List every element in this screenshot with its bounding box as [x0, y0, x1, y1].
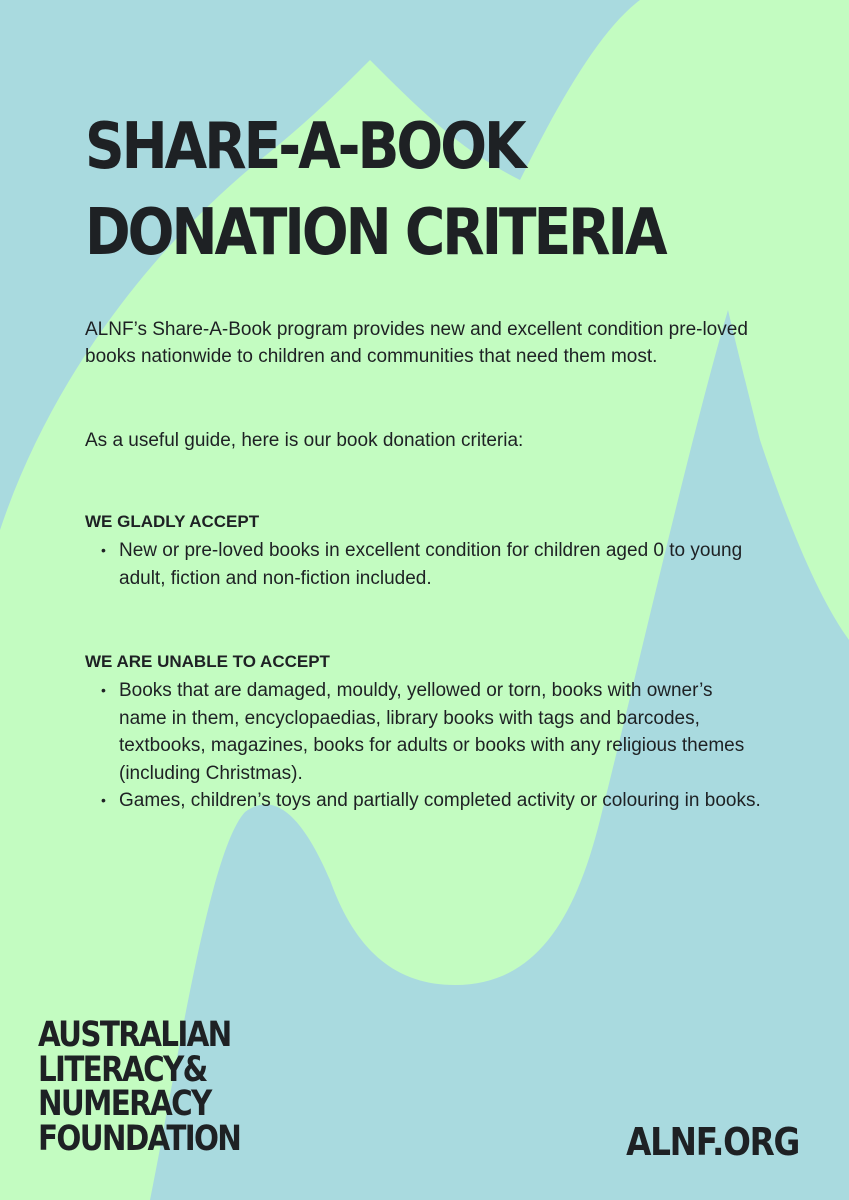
list-item-text: Games, children’s toys and partially completed activity or colouring in books. [119, 790, 761, 811]
accept-heading: WE GLADLY ACCEPT [85, 512, 260, 531]
bullet-icon: • [101, 682, 106, 698]
list-item [85, 787, 765, 815]
logo-line-2: LITERACY& [38, 1049, 207, 1090]
list-item-text: New or pre-loved books in excellent condition for children aged 0 to young adult, fiction and non-fiction included. [119, 540, 743, 589]
guide-paragraph: As a useful guide, here is our book donation criteria: [85, 430, 524, 451]
reject-heading: WE ARE UNABLE TO ACCEPT [85, 652, 330, 671]
reject-list [85, 677, 765, 815]
logo-line-3: NUMERACY [38, 1084, 211, 1124]
list-item [85, 537, 765, 592]
bullet-icon: • [101, 792, 106, 808]
alnf-logo [38, 1015, 241, 1159]
logo-line-1: AUSTRALIAN [38, 1015, 231, 1055]
bullet-icon: • [101, 542, 106, 558]
title-line-1: SHARE-A-BOOK [85, 110, 524, 184]
logo-line-4: FOUNDATION [38, 1118, 241, 1159]
list-item-text: Books that are damaged, mouldy, yellowed or torn, books with owner’s name in them, encyclopaedias, library books with tags and barcodes, textbooks, magazines, books for adults or books with any religious themes (including Christmas). [119, 680, 745, 784]
list-item [85, 677, 765, 787]
intro-paragraph: ALNF’s Share-A-Book program provides new and excellent condition pre-loved books nationwide to children and communities that need them most. [85, 319, 748, 367]
page-title [85, 104, 665, 276]
accept-list [85, 537, 765, 592]
website-link[interactable]: ALNF.ORG [626, 1120, 799, 1164]
title-line-2: DONATION CRITERIA [85, 196, 665, 270]
